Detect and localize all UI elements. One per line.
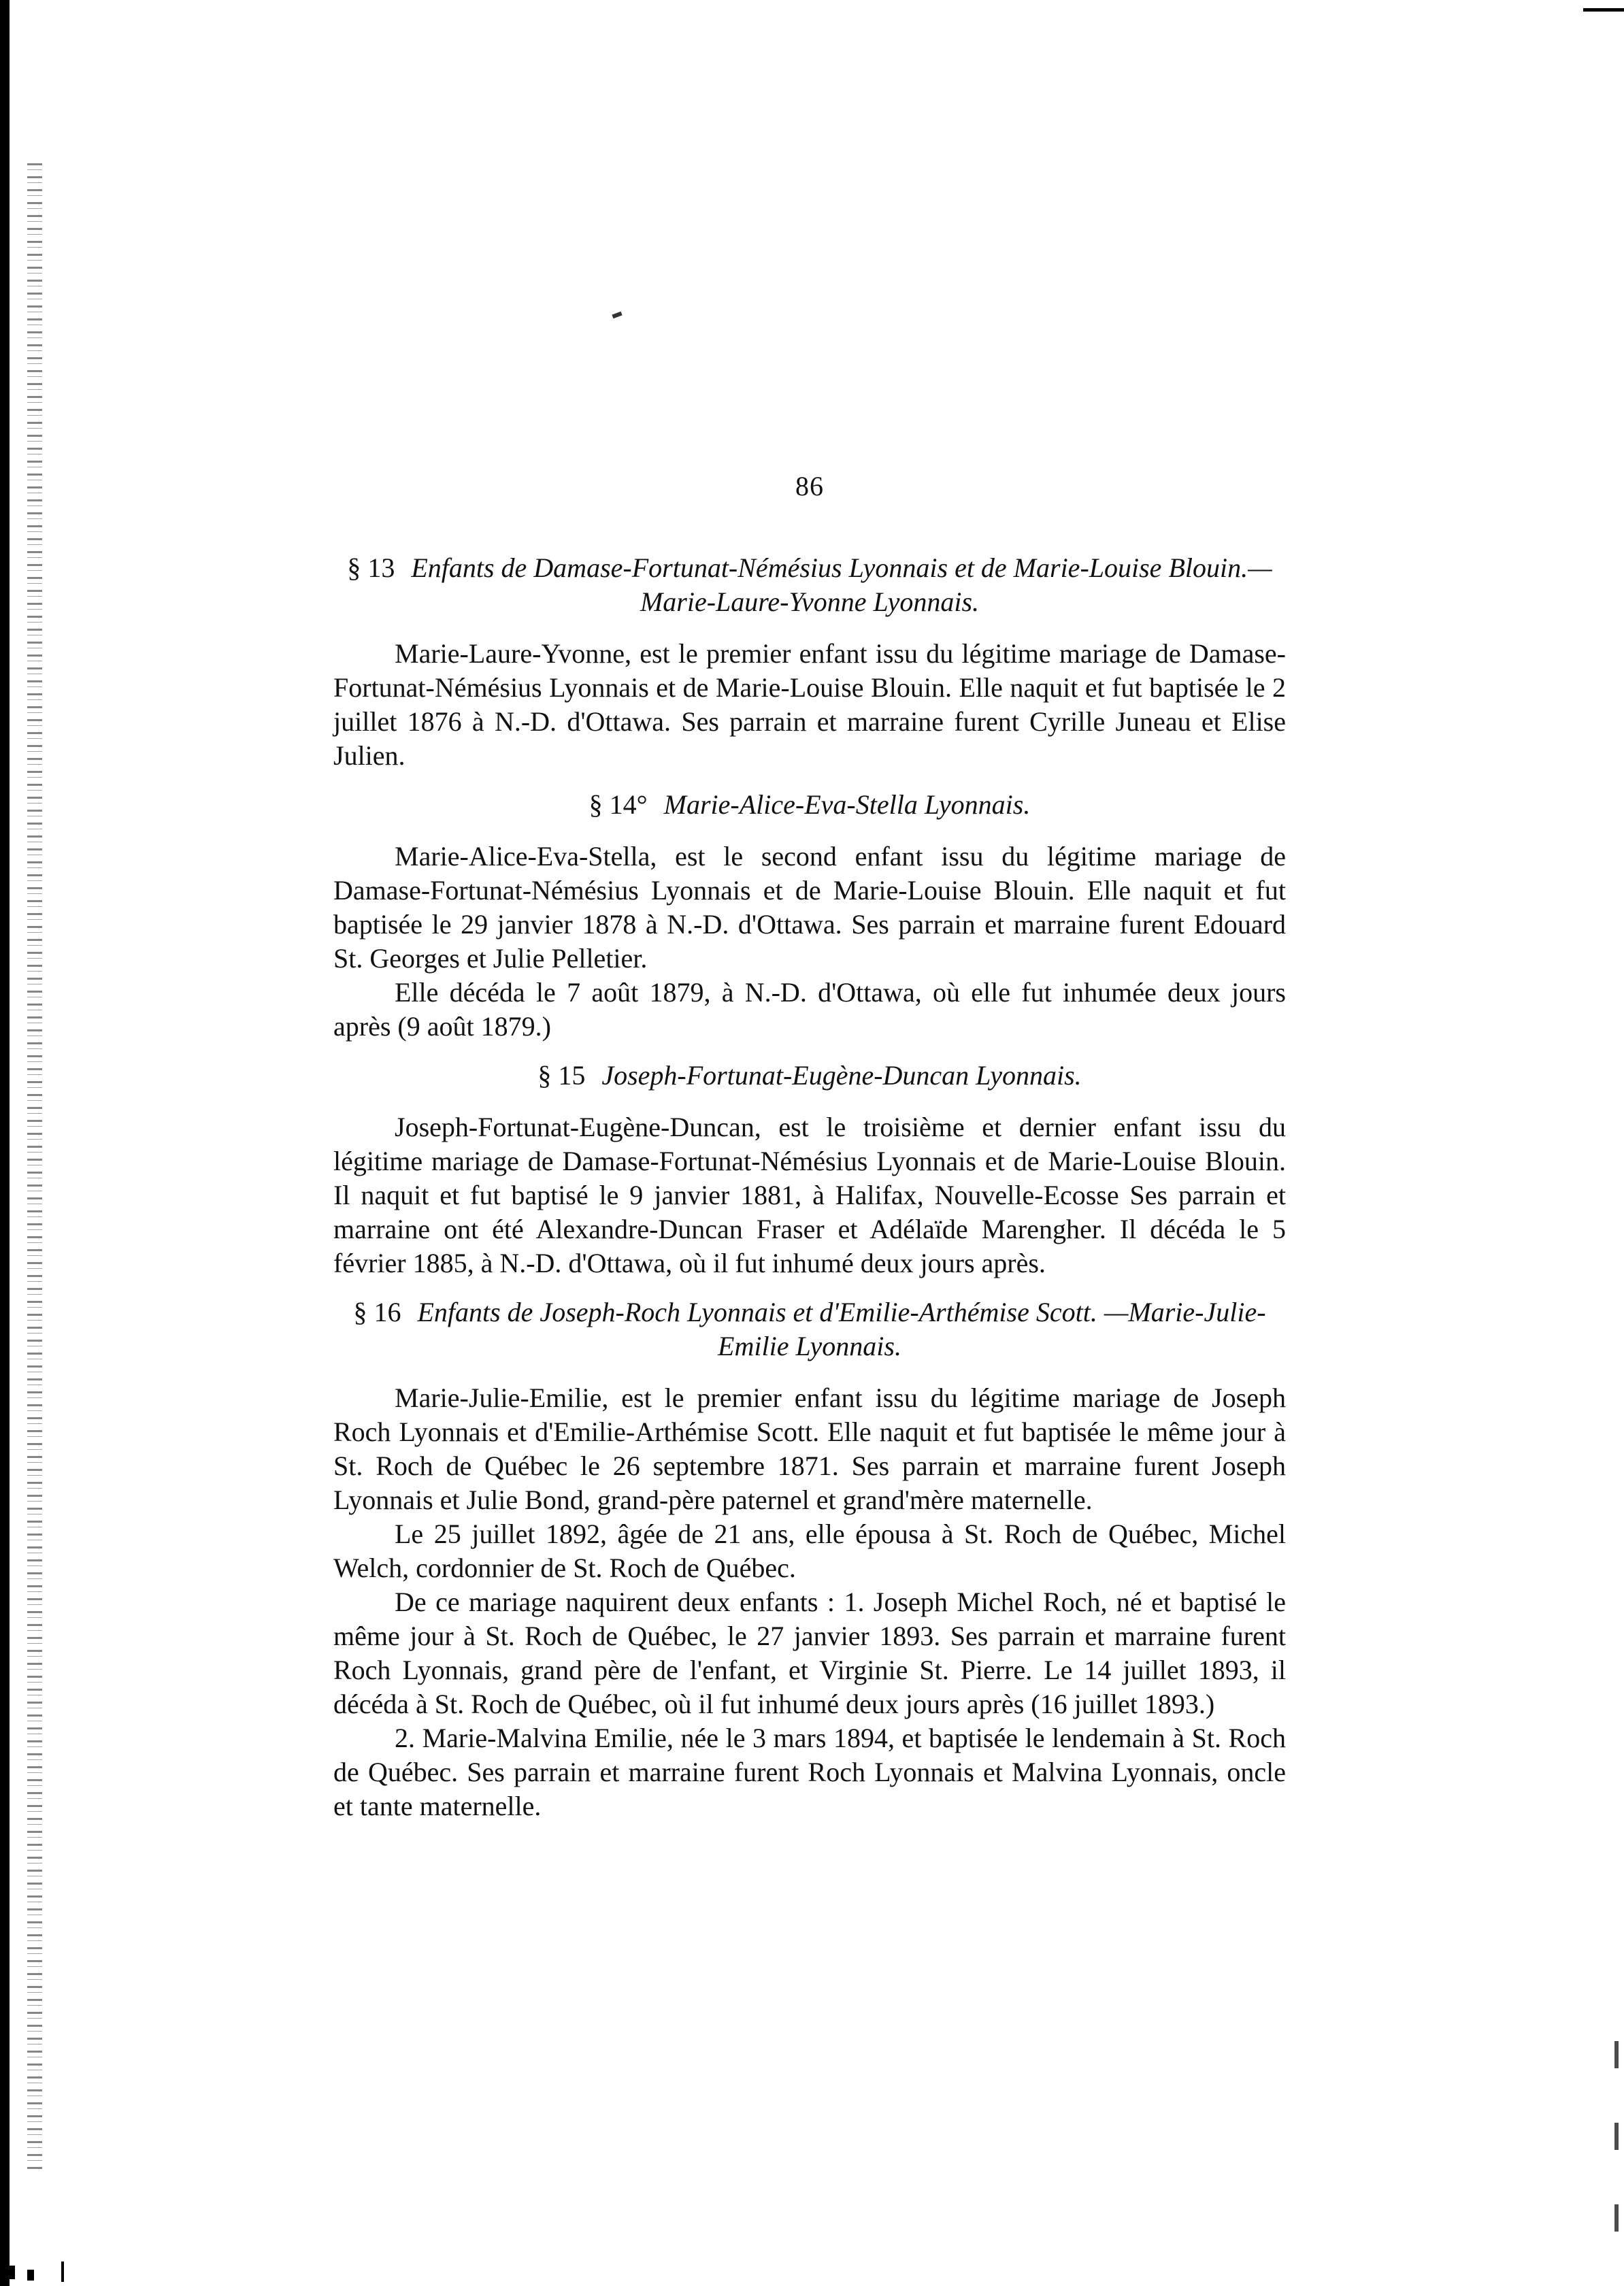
scan-edge-mark	[1583, 8, 1624, 12]
document-page	[333, 469, 1286, 1823]
paragraph: Marie-Julie-Emilie, est le premier enfant issu du légitime mariage de Joseph Roch Lyonnais et d'Emilie-Arthémise Scott. Elle naquit et fut baptisée le même jour à St. Roch de Québec le 26 septembre 1871. Ses parrain et marraine furent Joseph Lyonnais et Julie Bond, grand-père paternel et grand'mère maternelle.	[333, 1382, 1286, 1515]
paragraph: Marie-Laure-Yvonne, est le premier enfant issu du légitime mariage de Damase-Fortunat-Némésius Lyonnais et de Marie-Louise Blouin. Elle naquit et fut baptisée le 2 juillet 1876 à N.-D. d'Ottawa. Ses parrain et marraine furent Cyrille Juneau et Elise Julien.	[333, 638, 1286, 771]
section-mark: § 16	[353, 1297, 401, 1327]
section-mark: § 15	[537, 1060, 586, 1091]
scan-binding-noise	[27, 163, 42, 2170]
section-title: Enfants de Damase-Fortunat-Némésius Lyonnais et de Marie-Louise Blouin.—Marie-Laure-Yvonne Lyonnais.	[411, 552, 1272, 617]
scan-corner-marks	[0, 2245, 82, 2286]
paragraph: 2. Marie-Malvina Emilie, née le 3 mars 1894, et baptisée le lendemain à St. Roch de Québec. Ses parrain et marraine furent Roch Lyonnais et Malvina Lyonnais, oncle et tante maternelle.	[333, 1723, 1286, 1821]
section-heading-13	[333, 551, 1286, 619]
paragraph: Elle décéda le 7 août 1879, à N.-D. d'Ottawa, où elle fut inhumée deux jours après (9 août 1879.)	[333, 977, 1286, 1042]
section-title: Enfants de Joseph-Roch Lyonnais et d'Emilie-Arthémise Scott. —Marie-Julie-Emilie Lyonnais.	[417, 1297, 1266, 1361]
section-heading-14	[333, 788, 1286, 822]
paragraph: Joseph-Fortunat-Eugène-Duncan, est le troisième et dernier enfant issu du légitime mariage de Damase-Fortunat-Némésius Lyonnais et de Marie-Louise Blouin. Il naquit et fut baptisé le 9 janvier 1881, à Halifax, Nouvelle-Ecosse Ses parrain et marraine ont été Alexandre-Duncan Fraser et Adélaïde Marengher. Il décéda le 5 février 1885, à N.-D. d'Ottawa, où il fut inhumé deux jours après.	[333, 1112, 1286, 1278]
paragraph: Le 25 juillet 1892, âgée de 21 ans, elle épousa à St. Roch de Québec, Michel Welch, cordonnier de St. Roch de Québec.	[333, 1519, 1286, 1583]
scan-speck	[612, 312, 622, 318]
section-mark: § 13	[347, 552, 395, 583]
section-title: Joseph-Fortunat-Eugène-Duncan Lyonnais.	[601, 1060, 1082, 1091]
page-number: 86	[795, 471, 824, 501]
binding-edge	[0, 0, 10, 2286]
section-title: Marie-Alice-Eva-Stella Lyonnais.	[663, 789, 1031, 820]
section-mark: § 14°	[589, 789, 648, 820]
paragraph: De ce mariage naquirent deux enfants : 1. Joseph Michel Roch, né et baptisé le même jour à St. Roch de Québec, le 27 janvier 1893. Ses parrain et marraine furent Roch Lyonnais, grand père de l'enfant, et Virginie St. Pierre. Le 14 juillet 1893, il décéda à St. Roch de Québec, où il fut inhumé deux jours après (16 juillet 1893.)	[333, 1587, 1286, 1719]
paragraph: Marie-Alice-Eva-Stella, est le second enfant issu du légitime mariage de Damase-Fortunat-Némésius Lyonnais et de Marie-Louise Blouin. Elle naquit et fut baptisée le 29 janvier 1878 à N.-D. d'Ottawa. Ses parrain et marraine furent Edouard St. Georges et Julie Pelletier.	[333, 841, 1286, 974]
section-heading-16	[333, 1295, 1286, 1363]
section-heading-15	[333, 1059, 1286, 1093]
scan-edge-mark-right	[1614, 2041, 1619, 2272]
